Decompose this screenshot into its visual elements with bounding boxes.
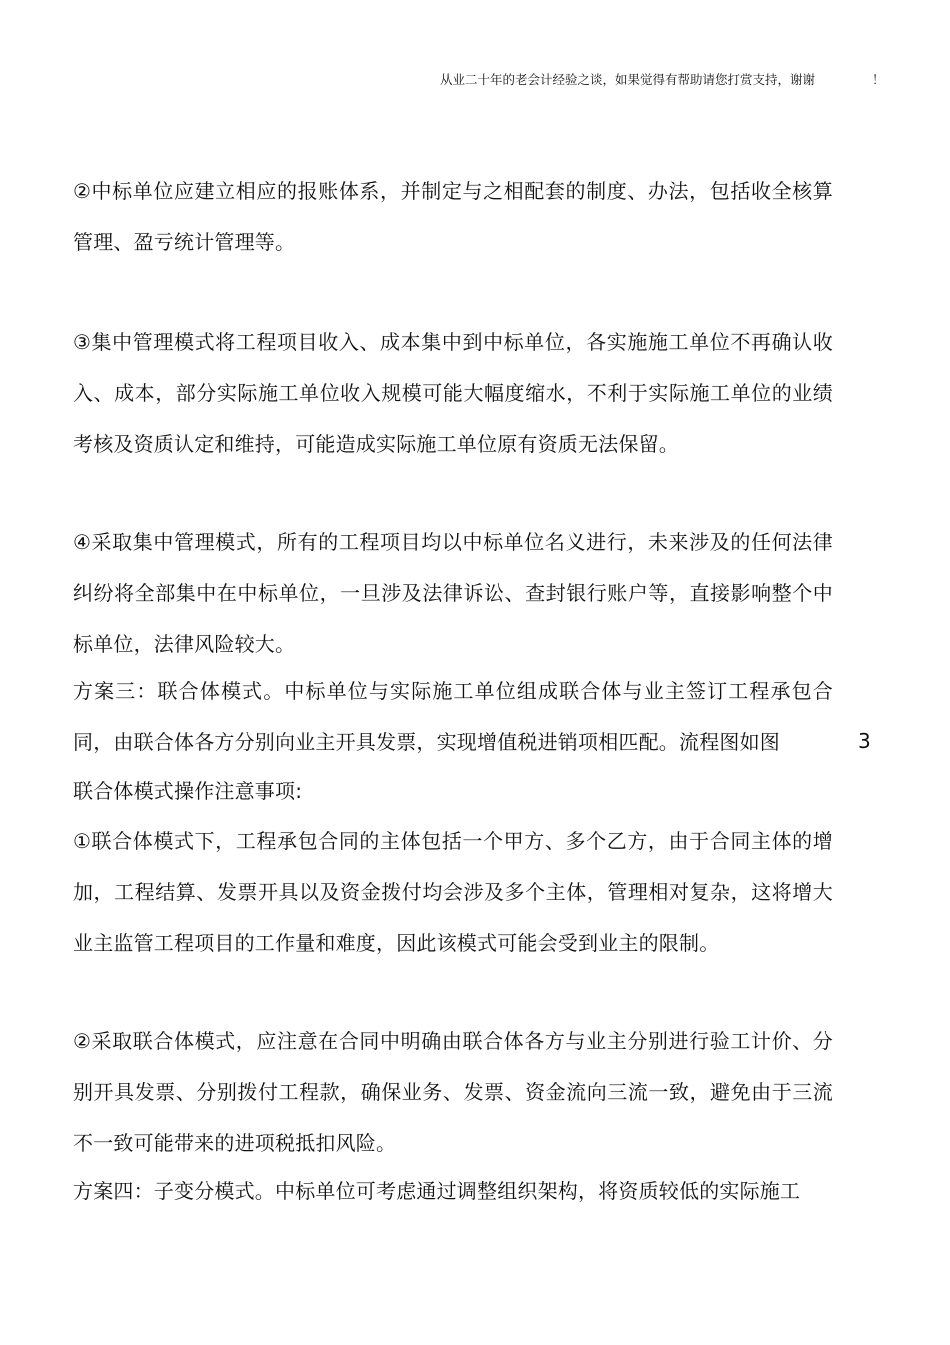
paragraph-plan-three: 方案三：联合体模式。中标单位与实际施工单位组成联合体与业主签订工程承包合同，由联合体各方分别向业主开具发票，实现增值税进销项相匹配。流程图如图 [73,679,833,754]
header-mark: ！ [872,72,885,87]
header-text: 从业二十年的老会计经验之谈，如果觉得有帮助请您打赏支持，谢谢 [440,72,816,87]
paragraph-consortium-notes-heading: 联合体模式操作注意事项: [73,779,303,803]
page-header [440,70,900,88]
paragraph-1-consortium: ①联合体模式下，工程承包合同的主体包括一个甲方、多个乙方，由于合同主体的增加，工程结算、发票开具以及资金拨付均会涉及多个主体，管理相对复杂，这将增大业主监管工程项目的工作量和难度，因此该模式可能会受到业主的限制。 [73,829,833,955]
paragraph-plan-four: 方案四：子变分模式。中标单位可考虑通过调整组织架构，将资质较低的实际施工 [73,1179,801,1203]
paragraph-3-centralized-revenue: ③集中管理模式将工程项目收入、成本集中到中标单位，各实施施工单位不再确认收入、成本，部分实际施工单位收入规模可能大幅度缩水，不利于实际施工单位的业绩考核及资质认定和维持，可能造成实际施工单位原有资质无法保留。 [73,330,833,456]
paragraph-2-consortium: ②采取联合体模式，应注意在合同中明确由联合体各方与业主分别进行验工计价、分别开具发票、分别拨付工程款，确保业务、发票、资金流向三流一致，避免由于三流不一致可能带来的进项税抵扣风险。 [73,1029,833,1155]
margin-number: 3 [858,729,871,753]
paragraph-2-reporting-system: ②中标单位应建立相应的报账体系，并制定与之相配套的制度、办法，包括收全核算管理、盈亏统计管理等。 [73,179,833,254]
paragraph-4-legal-risk: ④采取集中管理模式，所有的工程项目均以中标单位名义进行，未来涉及的任何法律纠纷将全部集中在中标单位，一旦涉及法律诉讼、查封银行账户等，直接影响整个中标单位，法律风险较大。 [73,530,833,656]
